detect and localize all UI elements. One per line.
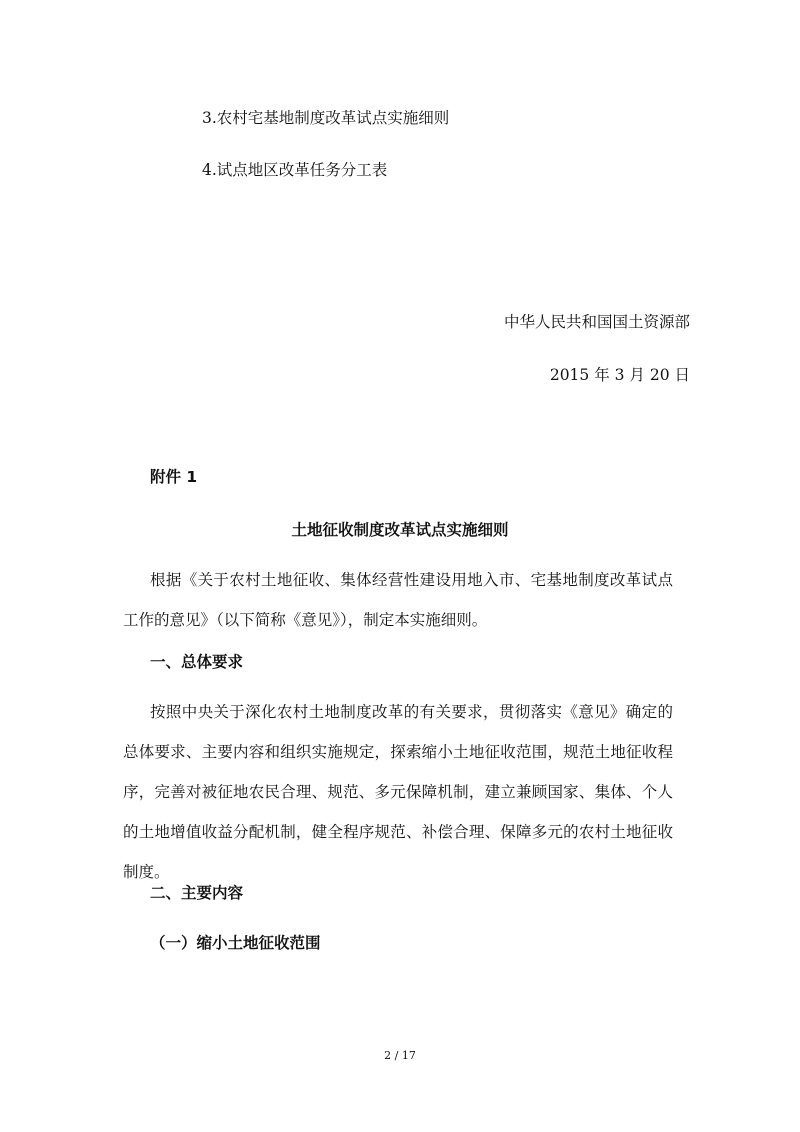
- paragraph-line: 总体要求、主要内容和组织实施规定，探索缩小土地征收范围，规范土地征收程: [123, 743, 673, 761]
- paragraph-line: 制度。: [123, 863, 170, 881]
- paragraph-line: 根据《关于农村土地征收、集体经营性建设用地入市、宅基地制度改革试点: [150, 571, 673, 589]
- paragraph-line: 工作的意见》（以下简称《意见》），制定本实施细则。: [123, 611, 488, 629]
- attachment-item-3: 3.农村宅基地制度改革试点实施细则: [202, 109, 450, 127]
- issuer: 中华人民共和国国土资源部: [503, 313, 690, 331]
- subsection-heading: （一）缩小土地征收范围: [150, 934, 321, 952]
- paragraph-line: 序，完善对被征地农民合理、规范、多元保障机制，建立兼顾国家、集体、个人: [123, 783, 673, 801]
- attachment-label: 附件 1: [150, 468, 198, 486]
- document-title: 土地征收制度改革试点实施细则: [291, 521, 509, 539]
- issue-date: 2015 年 3 月 20 日: [549, 366, 690, 384]
- paragraph-line: 的土地增值收益分配机制，健全程序规范、补偿合理、保障多元的农村土地征收: [123, 823, 673, 841]
- section-heading: 一、总体要求: [150, 653, 244, 671]
- section-heading: 二、主要内容: [150, 884, 244, 902]
- attachment-item-4: 4.试点地区改革任务分工表: [202, 161, 388, 179]
- paragraph-line: 按照中央关于深化农村土地制度改革的有关要求，贯彻落实《意见》确定的: [150, 703, 673, 721]
- page-indicator: 2 / 17: [384, 1049, 416, 1062]
